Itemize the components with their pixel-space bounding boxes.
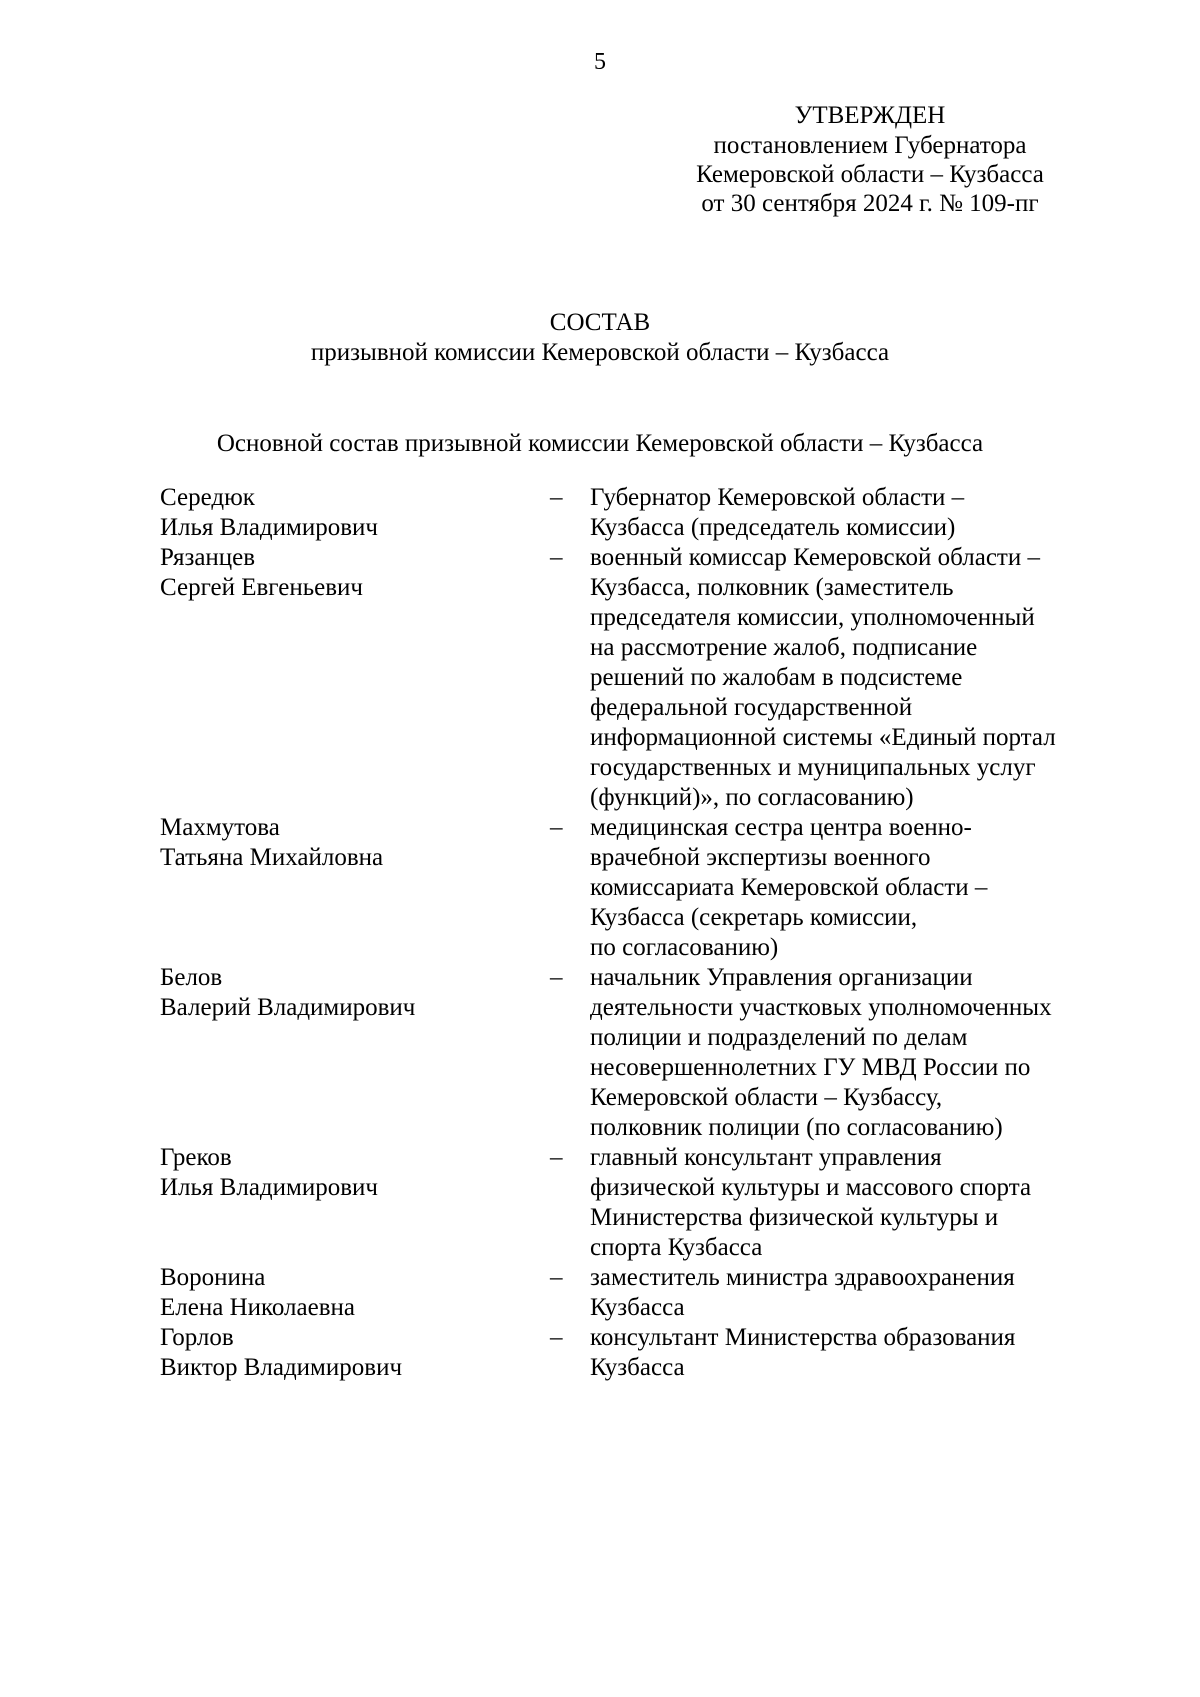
- member-dash: –: [550, 484, 563, 511]
- approval-line: Кемеровской области – Кузбасса: [696, 161, 1044, 188]
- member-role-line: несовершеннолетних ГУ МВД России по: [590, 1054, 1031, 1081]
- member-surname: Рязанцев: [160, 544, 256, 571]
- member-role: [590, 1323, 1120, 1383]
- approval-stamp: [660, 100, 1080, 218]
- approval-title: УТВЕРЖДЕН: [794, 102, 946, 129]
- member-surname: Белов: [160, 964, 223, 991]
- member-name: [160, 1263, 550, 1323]
- member-name: [160, 543, 550, 813]
- member-role-line: начальник Управления организации: [590, 964, 973, 991]
- member-role-line: полиции и подразделений по делам: [590, 1024, 968, 1051]
- member-role-line: Кузбасса: [590, 1294, 685, 1321]
- member-name: [160, 1323, 550, 1383]
- member-role-line: консультант Министерства образования: [590, 1324, 1016, 1351]
- member-role-line: спорта Кузбасса: [590, 1234, 763, 1261]
- member-row: [160, 543, 1120, 813]
- page-number: 5: [594, 49, 606, 75]
- section-heading: Основной состав призывной комиссии Кемеровской области – Кузбасса: [216, 430, 984, 457]
- member-role-line: полковник полиции (по согласованию): [590, 1114, 1003, 1141]
- document-title-block: [0, 307, 1200, 368]
- member-role-line: медицинская сестра центра военно-: [590, 814, 972, 841]
- member-surname: Греков: [160, 1144, 232, 1171]
- member-name: [160, 963, 550, 1143]
- member-dash: –: [550, 544, 563, 571]
- member-role-line: по согласованию): [590, 934, 779, 961]
- member-role-line: заместитель министра здравоохранения: [590, 1264, 1015, 1291]
- member-role-line: Министерства физической культуры и: [590, 1204, 999, 1231]
- members-list: [160, 483, 1120, 1383]
- member-row: [160, 1143, 1120, 1263]
- member-role-line: информационной системы «Единый портал: [590, 724, 1056, 751]
- member-surname: Махмутова: [160, 814, 280, 841]
- member-role-line: врачебной экспертизы военного: [590, 844, 931, 871]
- member-given-name: Илья Владимирович: [160, 1174, 378, 1201]
- member-role-line: Кузбасса: [590, 1354, 685, 1381]
- member-role: [590, 483, 1120, 543]
- member-name: [160, 1143, 550, 1263]
- member-role-line: комиссариата Кемеровской области –: [590, 874, 988, 901]
- member-role: [590, 1263, 1120, 1323]
- member-dash: –: [550, 814, 563, 841]
- member-role-line: физической культуры и массового спорта: [590, 1174, 1032, 1201]
- member-role: [590, 813, 1120, 963]
- member-role-line: главный консультант управления: [590, 1144, 942, 1171]
- member-role-line: федеральной государственной: [590, 694, 913, 721]
- member-role: [590, 543, 1120, 813]
- member-role: [590, 1143, 1120, 1263]
- member-row: [160, 813, 1120, 963]
- member-given-name: Татьяна Михайловна: [160, 844, 384, 871]
- member-given-name: Сергей Евгеньевич: [160, 574, 363, 601]
- document-subtitle: призывной комиссии Кемеровской области – Кузбасса: [310, 339, 890, 366]
- member-dash: –: [550, 1324, 563, 1351]
- member-row: [160, 1323, 1120, 1383]
- member-given-name: Илья Владимирович: [160, 514, 378, 541]
- member-given-name: Виктор Владимирович: [160, 1354, 403, 1381]
- approval-line: постановлением Губернатора: [713, 132, 1027, 159]
- approval-line: от 30 сентября 2024 г. № 109-пг: [701, 190, 1039, 217]
- member-dash: –: [550, 1144, 563, 1171]
- member-role-line: военный комиссар Кемеровской области –: [590, 544, 1040, 571]
- member-role-line: (функций)», по согласованию): [590, 784, 914, 811]
- member-role-line: Кузбасса (председатель комиссии): [590, 514, 956, 541]
- document-title: СОСТАВ: [549, 309, 651, 336]
- member-row: [160, 963, 1120, 1143]
- member-role-line: Кузбасса (секретарь комиссии,: [590, 904, 918, 931]
- member-role-line: решений по жалобам в подсистеме: [590, 664, 963, 691]
- member-name: [160, 483, 550, 543]
- member-row: [160, 1263, 1120, 1323]
- member-role: [590, 963, 1120, 1143]
- member-row: [160, 483, 1120, 543]
- member-role-line: Кузбасса, полковник (заместитель: [590, 574, 954, 601]
- member-surname: Горлов: [160, 1324, 234, 1351]
- member-role-line: Губернатор Кемеровской области –: [590, 484, 965, 511]
- member-given-name: Елена Николаевна: [160, 1294, 355, 1321]
- member-surname: Воронина: [160, 1264, 266, 1291]
- member-role-line: деятельности участковых уполномоченных: [590, 994, 1052, 1021]
- member-role-line: председателя комиссии, уполномоченный: [590, 604, 1035, 631]
- member-dash: –: [550, 964, 563, 991]
- member-role-line: Кемеровской области – Кузбассу,: [590, 1084, 943, 1111]
- member-name: [160, 813, 550, 963]
- member-role-line: на рассмотрение жалоб, подписание: [590, 634, 978, 661]
- member-given-name: Валерий Владимирович: [160, 994, 416, 1021]
- member-surname: Середюк: [160, 484, 255, 511]
- member-role-line: государственных и муниципальных услуг: [590, 754, 1036, 781]
- member-dash: –: [550, 1264, 563, 1291]
